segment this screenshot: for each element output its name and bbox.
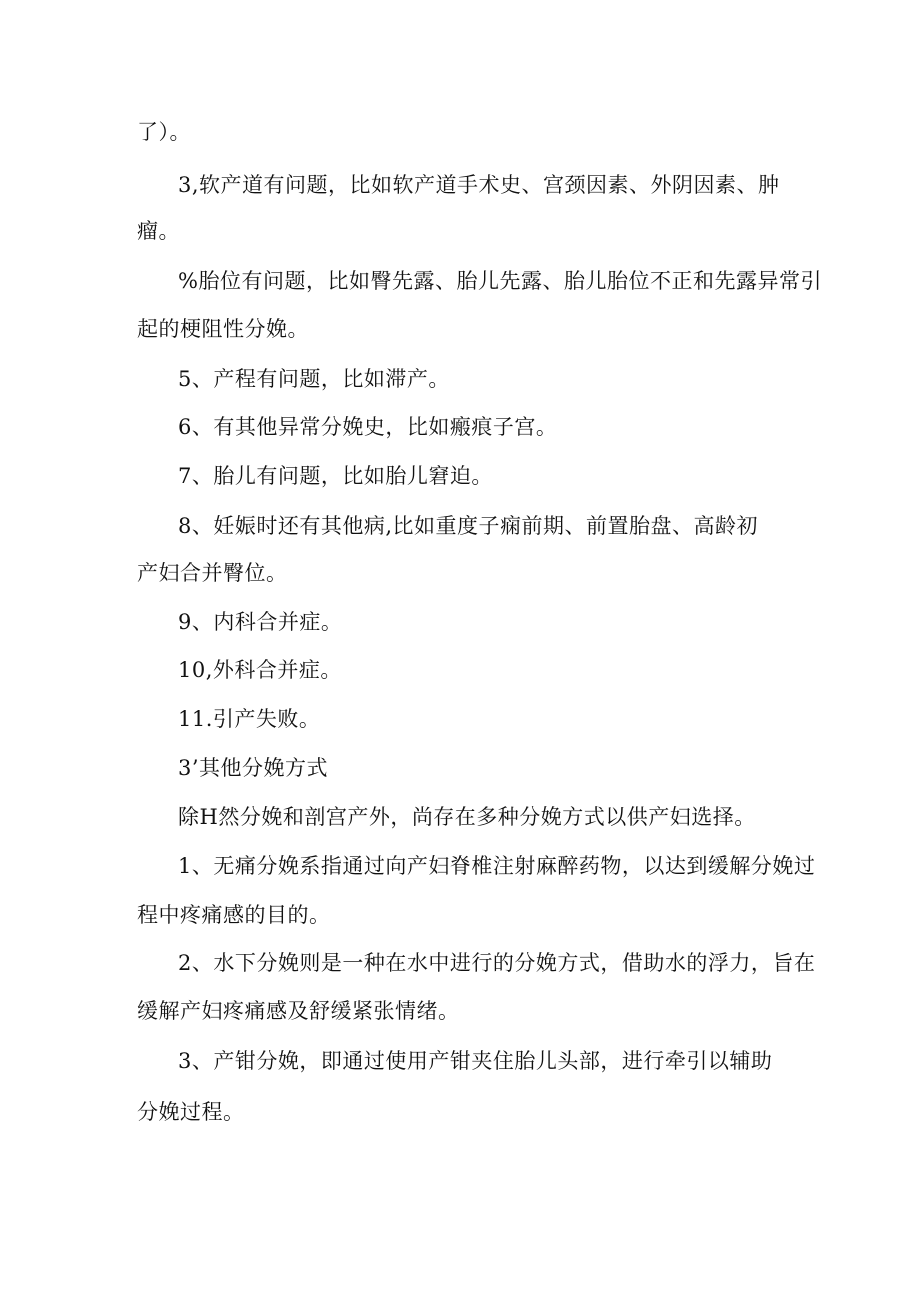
text-line: 瘤。 [137,219,180,243]
text-line: 5、产程有问题，比如滞产。 [178,367,450,391]
text-line: 2、水下分娩则是一种在水中进行的分娩方式，借助水的浮力，旨在 [178,951,816,975]
text-line: 3,软产道有问题，比如软产道手术史、宫颈因素、外阴因素、肿 [178,173,780,197]
text-line: 9、内科合并症。 [178,610,343,634]
text-line: 8、妊娠时还有其他病,比如重度子痫前期、前置胎盘、高龄初 [178,514,759,538]
text-line: 了）。 [137,120,191,144]
text-line: 起的梗阻性分娩。 [137,317,309,341]
text-line: 7、胎儿有问题，比如胎儿窘迫。 [178,464,493,488]
text-line: 除H然分娩和剖宫产外，尚存在多种分娩方式以供产妇选择。 [178,805,756,829]
text-line: 分娩过程。 [137,1100,245,1124]
text-line: 11.引产失败。 [178,707,321,731]
text-line: 缓解产妇疼痛感及舒缓紧张情绪。 [137,999,460,1023]
text-line: 1、无痛分娩系指通过向产妇脊椎注射麻醉药物，以达到缓解分娩过 [178,854,816,878]
text-line: 6、有其他异常分娩史，比如瘢痕子宫。 [178,415,558,439]
text-line: 3、产钳分娩，即通过使用产钳夹住胎儿头部，进行牵引以辅助 [178,1049,773,1073]
text-line: %胎位有问题，比如臀先露、胎儿先露、胎儿胎位不正和先露异常引 [178,269,822,293]
section-heading: 3’其他分娩方式 [178,756,329,780]
text-line: 程中疼痛感的目的。 [137,903,331,927]
text-line: 10,外科合并症。 [178,658,342,682]
text-line: 产妇合并臀位。 [137,561,288,585]
